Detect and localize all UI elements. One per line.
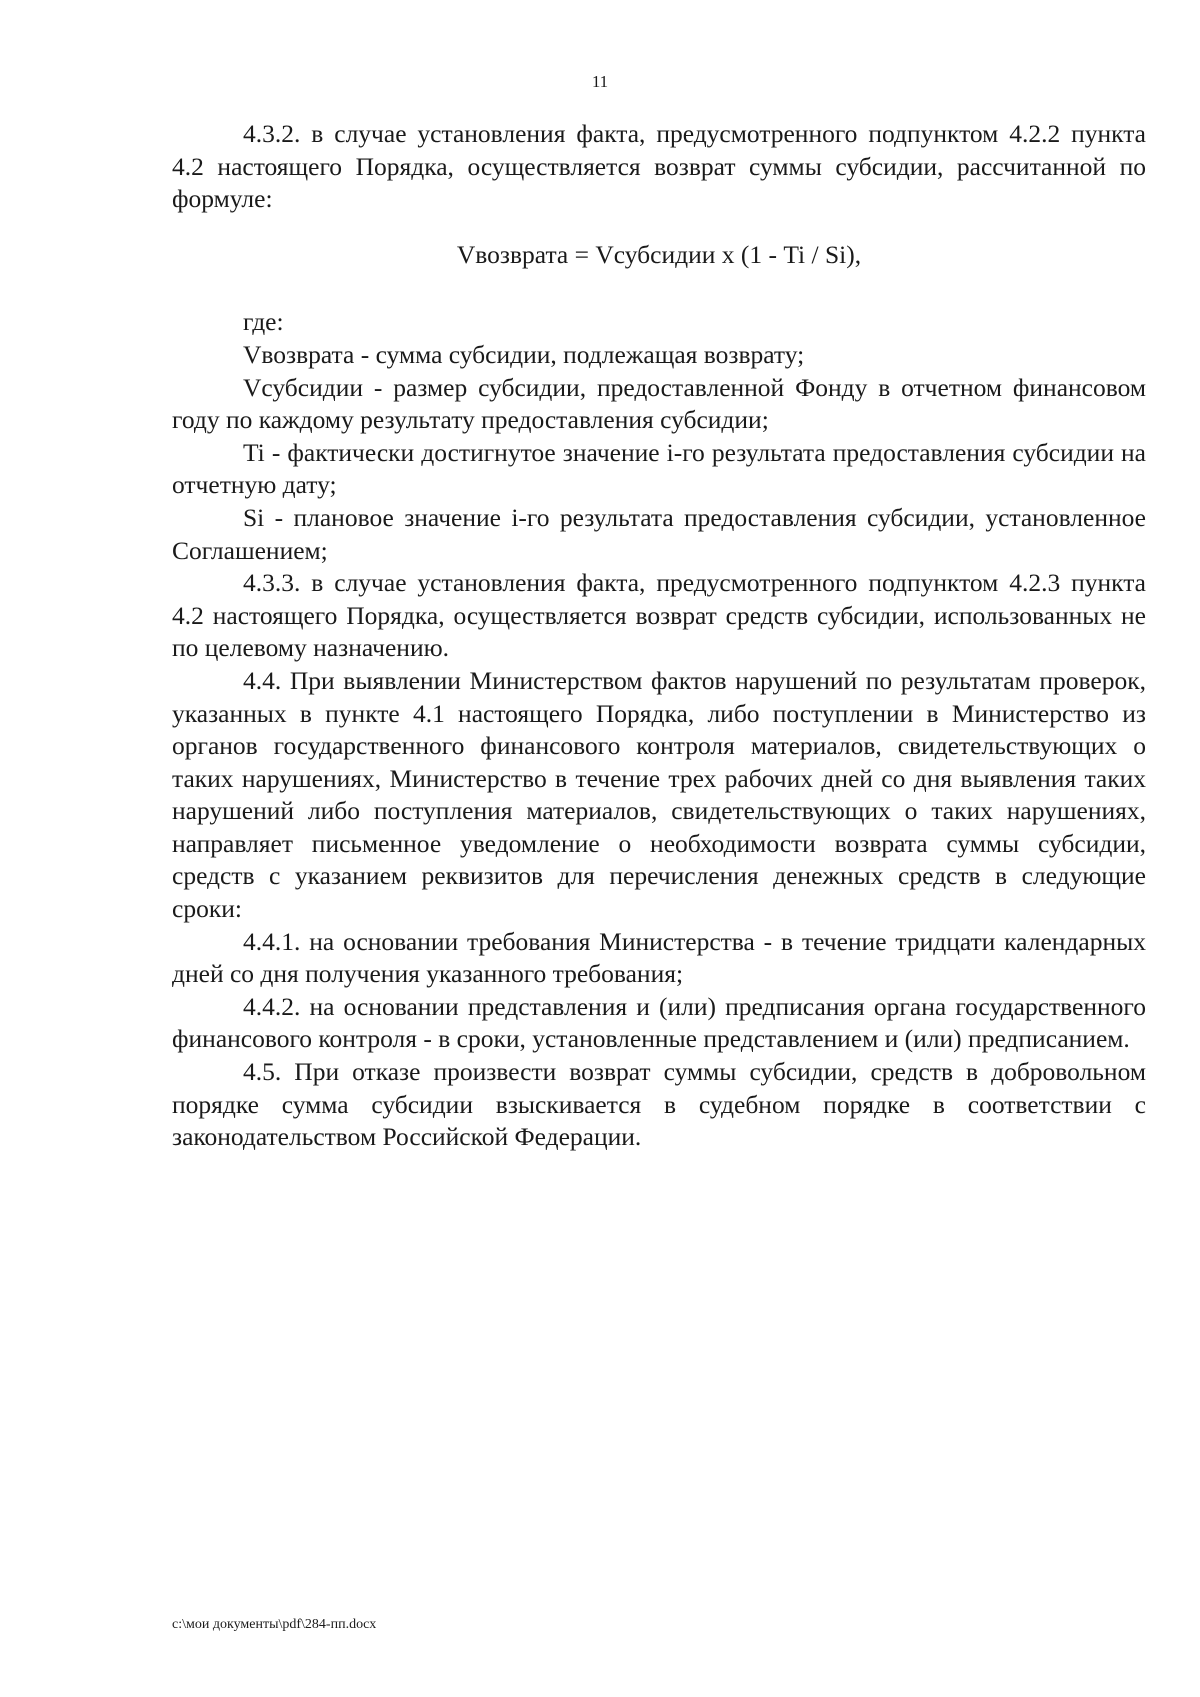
page-number: 11	[591, 72, 609, 91]
refund-formula: Vвозврата = Vсубсидии х (1 - Ti / Si),	[456, 239, 862, 269]
paragraph-4-5: 4.5. При отказе произвести возврат суммы субсидии, средств в добровольном порядке сумма субсидии взыскивается в судебном порядке в соответствии с законодательством Российской Федерации.	[172, 1057, 1146, 1152]
paragraph-4-3-3: 4.3.3. в случае установления факта, предусмотренного подпунктом 4.2.3 пункта 4.2 настоящего Порядка, осуществляется возврат средств субсидии, использованных не по целевому назначению.	[172, 568, 1146, 663]
definition-v-subsidy: Vсубсидии - размер субсидии, предоставленной Фонду в отчетном финансовом году по каждому результату предоставления субсидии;	[172, 372, 1146, 435]
definition-ti: Ti - фактически достигнутое значение i-го результата предоставления субсидии на отчетную дату;	[172, 437, 1146, 500]
paragraph-4-3-2: 4.3.2. в случае установления факта, предусмотренного подпунктом 4.2.2 пункта 4.2 настоящего Порядка, осуществляется возврат суммы субсидии, рассчитанной по формуле:	[172, 119, 1146, 214]
footer-file-path: c:\мои документы\pdf\284-пп.docx	[172, 1617, 377, 1632]
paragraph-4-4-2: 4.4.2. на основании представления и (или) предписания органа государственного финансового контроля - в сроки, установленные представлением и (или) предписанием.	[172, 991, 1146, 1054]
document-body	[172, 118, 1146, 1154]
paragraph-4-4-1: 4.4.1. на основании требования Министерства - в течение тридцати календарных дней со дня получения указанного требования;	[172, 926, 1146, 989]
spacer	[172, 294, 1146, 306]
definition-si: Si - плановое значение i-го результата предоставления субсидии, установленное Соглашением;	[172, 502, 1146, 565]
where-label: где:	[243, 307, 284, 337]
definition-v-return: Vвозврата - сумма субсидии, подлежащая возврату;	[243, 339, 805, 369]
paragraph-4-4: 4.4. При выявлении Министерством фактов нарушений по результатам проверок, указанных в пункте 4.1 настоящего Порядка, либо поступлении в Министерство из органов государственного финансового контроля материалов, свидетельствующих о таких нарушениях, Министерство в течение трех рабочих дней со дня выявления таких нарушений либо поступления материалов, свидетельствующих о таких нарушениях, направляет письменное уведомление о необходимости возврата суммы субсидии, средств с указанием реквизитов для перечисления денежных средств в следующие сроки:	[172, 665, 1146, 924]
